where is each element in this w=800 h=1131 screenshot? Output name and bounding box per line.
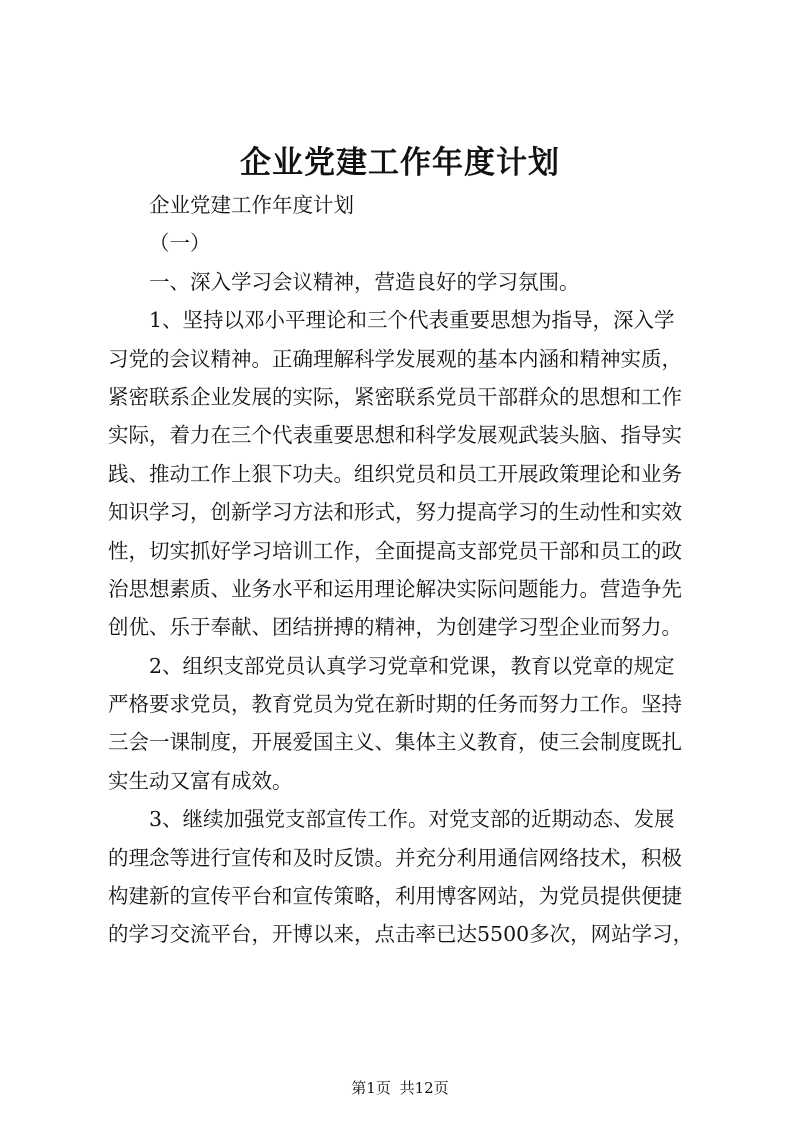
text-line: 2、组织支部党员认真学习党章和党课，教育以党章的规定 xyxy=(149,653,675,678)
text-line: 的学习交流平台，开博以来，点击率已达5500多次，网站学习， xyxy=(108,922,694,947)
text-line: 的理念等进行宣传和及时反馈。并充分利用通信网络技术，积极 xyxy=(108,845,682,870)
text-line: 构建新的宣传平台和宣传策略，利用博客网站，为党员提供便捷 xyxy=(108,884,682,909)
text-line: 实生动又富有成效。 xyxy=(108,768,293,793)
text-line: 1、坚持以邓小平理论和三个代表重要思想为指导，深入学 xyxy=(149,308,675,333)
text-line: 三会一课制度，开展爱国主义、集体主义教育，使三会制度既扎 xyxy=(108,730,682,755)
document-body xyxy=(108,186,708,954)
text-line: （一） xyxy=(149,231,211,256)
text-line: 3、继续加强党支部宣传工作。对党支部的近期动态、发展 xyxy=(149,807,675,832)
text-line: 紧密联系企业发展的实际，紧密联系党员干部群众的思想和工作 xyxy=(108,384,682,409)
text-line: 践、推动工作上狠下功夫。组织党员和员工开展政策理论和业务 xyxy=(108,461,682,486)
text-line: 实际，着力在三个代表重要思想和科学发展观武装头脑、指导实 xyxy=(108,423,682,448)
text-line: 治思想素质、业务水平和运用理论解决实际问题能力。营造争先 xyxy=(108,576,682,601)
text-line: 严格要求党员，教育党员为党在新时期的任务而努力工作。坚持 xyxy=(108,692,682,717)
text-line: 性，切实抓好学习培训工作，全面提高支部党员干部和员工的政 xyxy=(108,538,682,563)
text-line: 创优、乐于奉献、团结拼搏的精神，为创建学习型企业而努力。 xyxy=(108,615,682,640)
page-total: 共12页 xyxy=(399,1079,449,1097)
page-footer xyxy=(0,1078,800,1098)
text-line: 一、深入学习会议精神，营造良好的学习氛围。 xyxy=(149,269,580,294)
text-line: 习党的会议精神。正确理解科学发展观的基本内涵和精神实质， xyxy=(108,346,682,371)
page-number: 第1页 xyxy=(351,1079,391,1097)
text-line: 知识学习，创新学习方法和形式，努力提高学习的生动性和实效 xyxy=(108,500,682,525)
page-title: 企业党建工作年度计划 xyxy=(240,145,560,181)
text-line: 企业党建工作年度计划 xyxy=(149,193,354,217)
